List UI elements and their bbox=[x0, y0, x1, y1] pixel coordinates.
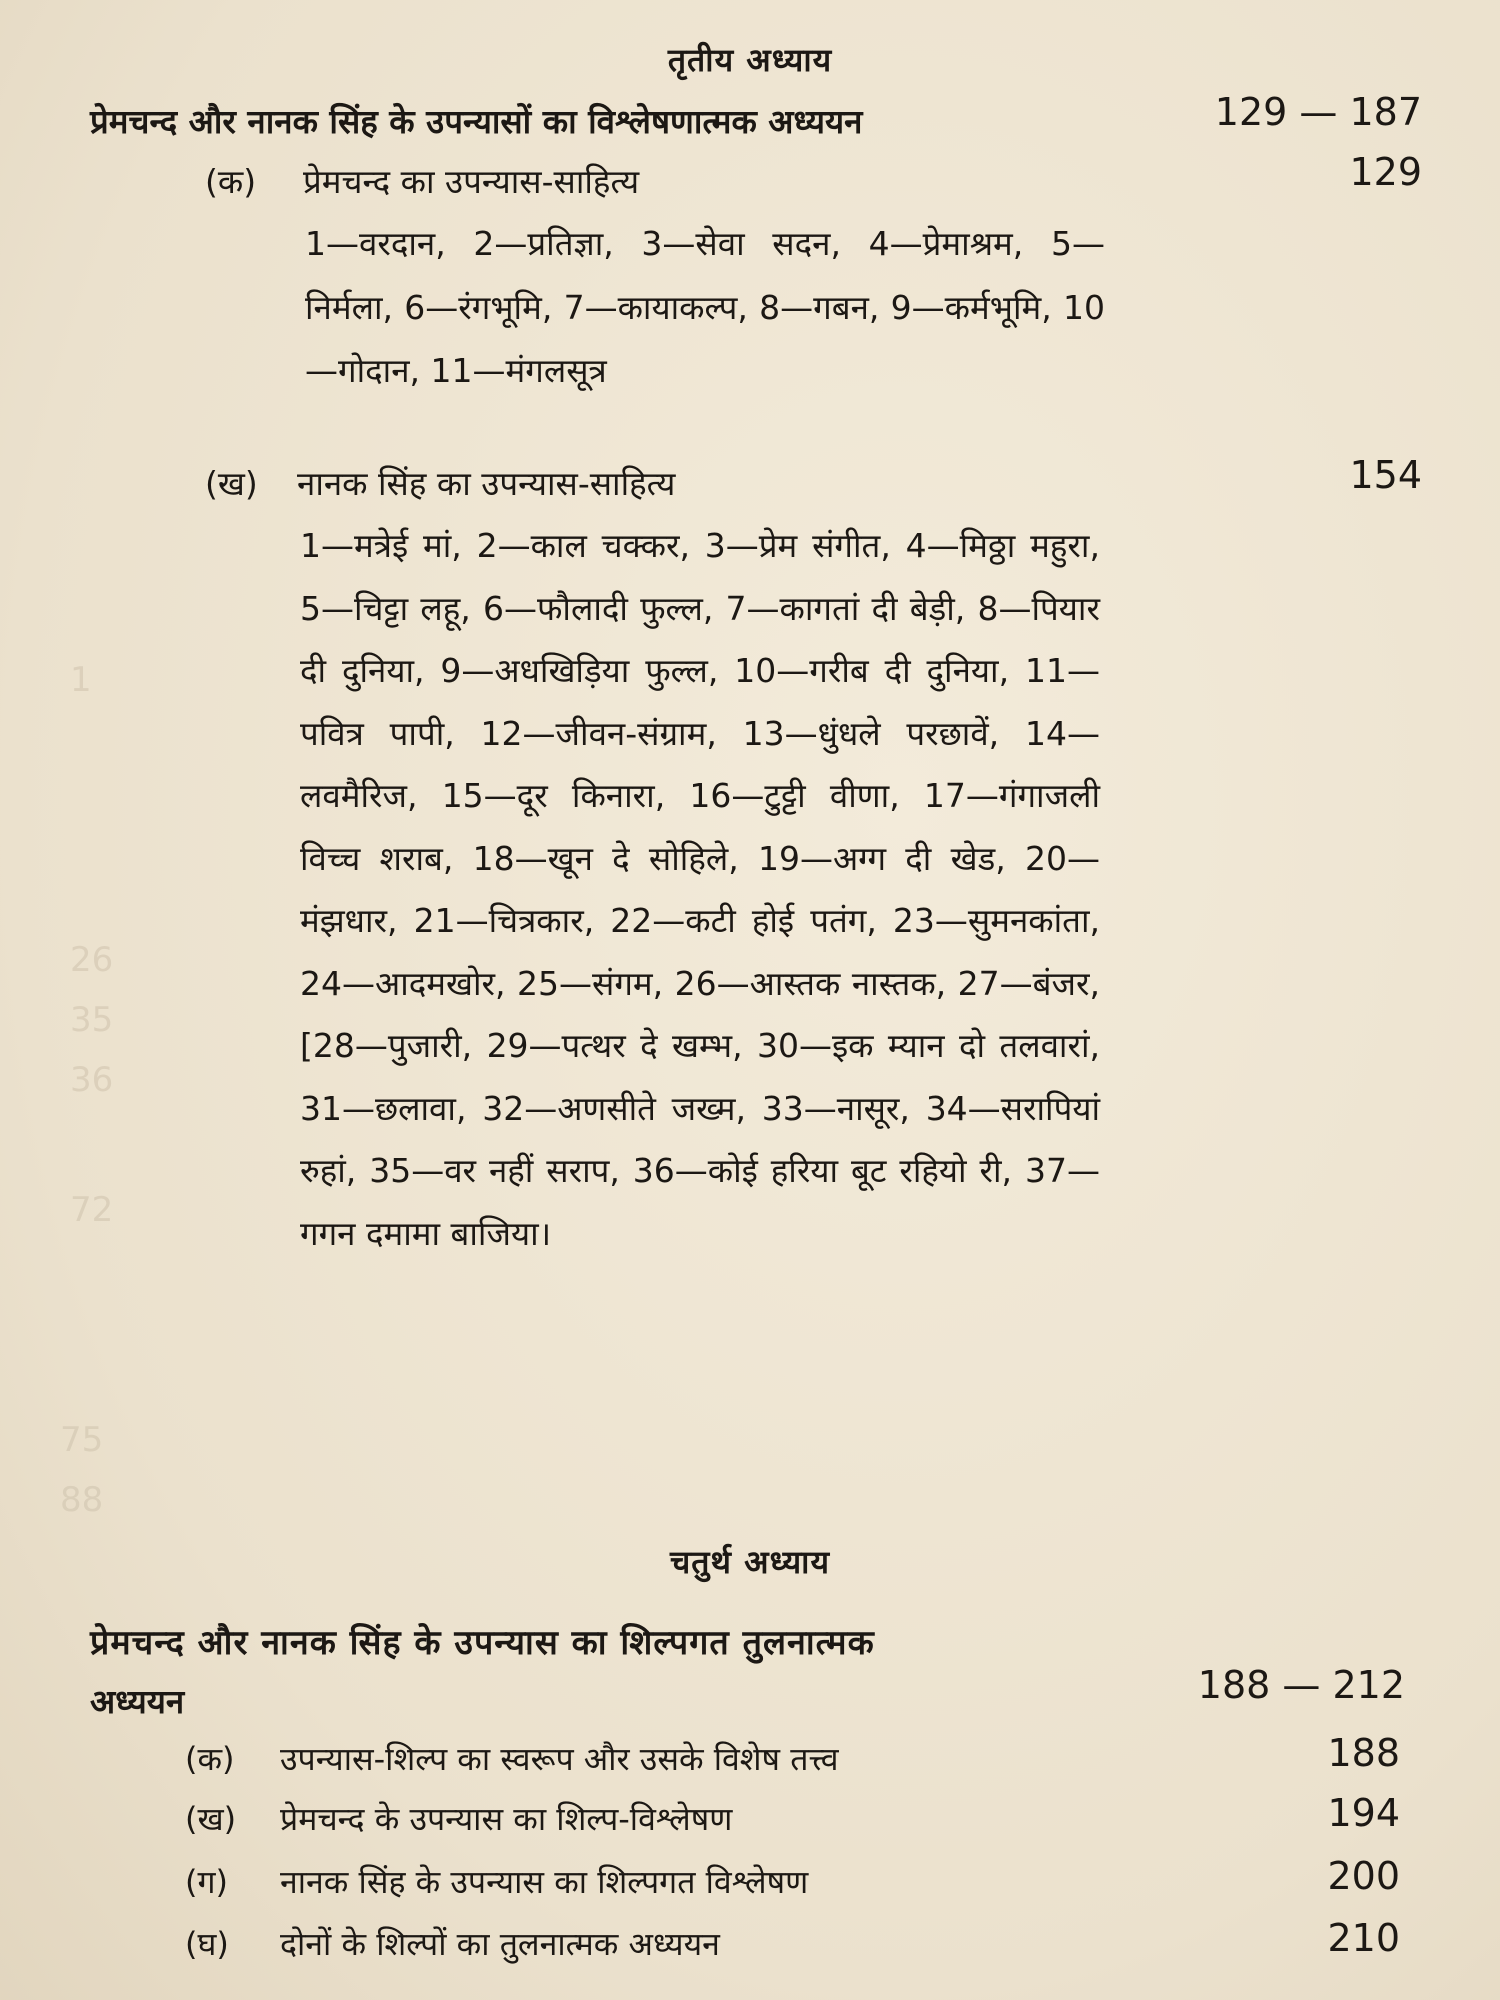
novel-item: 3—सेवा सदन, bbox=[641, 224, 841, 263]
toc-row-gha bbox=[185, 1916, 1440, 1965]
novel-item: 29—पत्थर दे खम्भ, bbox=[486, 1026, 743, 1065]
novel-item: 1—वरदान, bbox=[305, 224, 446, 263]
novel-item: 19—अग्ग दी खेड, bbox=[757, 838, 1006, 878]
section-title: प्रेमचन्द के उपन्यास का शिल्प-विश्लेषण bbox=[280, 1800, 733, 1838]
section-title: नानक सिंह का उपन्यास-साहित्य bbox=[297, 464, 676, 503]
section-ka bbox=[205, 158, 639, 203]
chapter-4-heading-line2: अध्ययन bbox=[90, 1682, 185, 1721]
section-label: (ख) bbox=[185, 1800, 237, 1838]
novel-item: 12—जीवन-संग्राम, bbox=[480, 713, 717, 753]
novel-item: 10—गोदान, bbox=[305, 287, 1105, 391]
novel-item: 18—खून दे सोहिले, bbox=[472, 838, 739, 878]
novel-item: 35—वर नहीं सराप, bbox=[369, 1151, 620, 1190]
novel-item: 30—इक म्यान दो तलवारां, bbox=[756, 1026, 1100, 1065]
novel-item: 22—कटी होई पतंग, bbox=[610, 901, 877, 940]
novel-item: 8—पियार दी दुनिया, bbox=[300, 588, 1100, 690]
chapter-4-heading-line1: प्रेमचन्द और नानक सिंह के उपन्यास का शिल्पगत तुलनात्मक bbox=[90, 1623, 875, 1663]
novel-item: 11—मंगलसूत्र bbox=[430, 351, 607, 391]
section-kha-page: 154 bbox=[1349, 453, 1422, 497]
section-ka-page: 129 bbox=[1349, 150, 1422, 194]
novel-item: 16—टुट्टी वीणा, bbox=[689, 776, 900, 815]
novel-item: 5—चिट्टा लहू, bbox=[300, 588, 471, 628]
novel-item: 4—प्रेमाश्रम, bbox=[868, 224, 1024, 263]
bleed-through-text: 26 bbox=[70, 940, 114, 980]
bleed-through-text: 1 bbox=[70, 660, 92, 700]
bleed-through-text: 72 bbox=[70, 1190, 114, 1230]
section-title: प्रेमचन्द का उपन्यास-साहित्य bbox=[303, 162, 640, 201]
section-page: 194 bbox=[1327, 1791, 1400, 1835]
novel-item: 7—कायाकल्प, bbox=[563, 287, 748, 327]
section-label: (ख) bbox=[205, 464, 258, 503]
toc-row-ka bbox=[185, 1731, 1440, 1780]
section-page: 210 bbox=[1327, 1916, 1400, 1960]
novel-item: 6—फौलादी फुल्ल, bbox=[482, 588, 714, 628]
novel-item: 31—छलावा, bbox=[300, 1088, 467, 1128]
bleed-through-text: 88 bbox=[60, 1480, 104, 1520]
novel-item: 2—काल चक्कर, bbox=[476, 526, 690, 565]
novel-item: [28—पुजारी, bbox=[300, 1026, 473, 1065]
novel-item: 21—चित्रकार, bbox=[413, 901, 595, 940]
novel-item: 34—सरापियां रुहां, bbox=[300, 1088, 1101, 1190]
section-kha bbox=[205, 460, 675, 505]
novel-item: 5—निर्मला, bbox=[305, 224, 1105, 327]
bleed-through-text: 75 bbox=[60, 1420, 104, 1460]
premchand-novel-list bbox=[305, 212, 1105, 403]
novel-item: 4—मिठ्ठा महुरा, bbox=[905, 526, 1100, 565]
chapter-3-page-range: 129 — 187 bbox=[1214, 90, 1422, 134]
novel-item: 9—अधखिड़िया फुल्ल, bbox=[440, 651, 719, 690]
toc-row-ga bbox=[185, 1854, 1440, 1903]
novel-item: 27—बंजर, bbox=[957, 963, 1100, 1003]
novel-item: 23—सुमनकांता, bbox=[892, 901, 1100, 940]
section-label: (क) bbox=[205, 162, 257, 201]
novel-item: 26—आस्तक नास्तक, bbox=[674, 963, 947, 1003]
chapter-4-title: चतुर्थ अध्याय bbox=[669, 1543, 831, 1581]
novel-item: 17—गंगाजली विच्च शराब, bbox=[300, 776, 1100, 878]
novel-item: 2—प्रतिज्ञा, bbox=[473, 224, 614, 263]
chapter-3-heading: प्रेमचन्द और नानक सिंह के उपन्यासों का विश्लेषणात्मक अध्ययन bbox=[90, 102, 863, 141]
section-label: (ग) bbox=[185, 1863, 228, 1901]
chapter-4-page-range: 188 — 212 bbox=[1197, 1663, 1405, 1707]
section-page: 200 bbox=[1327, 1854, 1400, 1898]
section-title: उपन्यास-शिल्प का स्वरूप और उसके विशेष तत्त्व bbox=[280, 1740, 839, 1778]
section-page: 188 bbox=[1327, 1731, 1400, 1775]
bleed-through-text: 35 bbox=[70, 1000, 114, 1040]
novel-item: 36—कोई हरिया बूट रहियो री, bbox=[632, 1151, 1013, 1190]
bleed-through-text: 36 bbox=[70, 1060, 114, 1100]
novel-item: 15—दूर किनारा, bbox=[441, 776, 666, 815]
novel-item: 7—कागतां दी बेड़ी, bbox=[725, 588, 966, 628]
chapter-3-title: तृतीय अध्याय bbox=[667, 41, 833, 79]
section-title: दोनों के शिल्पों का तुलनात्मक अध्ययन bbox=[280, 1925, 720, 1963]
novel-item: 1—मत्रेई मां, bbox=[300, 526, 462, 565]
novel-item: 11—पवित्र पापी, bbox=[300, 651, 1100, 753]
novel-item: 10—गरीब दी दुनिया, bbox=[734, 651, 1010, 690]
novel-item: 14—लवमैरिज, bbox=[300, 713, 1100, 815]
nanak-singh-novel-list bbox=[300, 515, 1100, 1265]
novel-item: 6—रंगभूमि, bbox=[404, 287, 553, 327]
toc-row-kha bbox=[185, 1791, 1440, 1840]
novel-item: 13—धुंधले परछावें, bbox=[742, 713, 1000, 753]
novel-item: 8—गबन, bbox=[759, 287, 880, 327]
novel-item: 9—कर्मभूमि, bbox=[890, 287, 1052, 327]
novel-item: 32—अणसीते जख्म, bbox=[482, 1088, 746, 1128]
novel-item: 20—मंझधार, bbox=[300, 838, 1100, 940]
section-label: (घ) bbox=[185, 1925, 229, 1963]
section-title: नानक सिंह के उपन्यास का शिल्पगत विश्लेषण bbox=[280, 1863, 809, 1901]
novel-item: 37—गगन दमामा बाजिया। bbox=[300, 1151, 1100, 1253]
novel-item: 24—आदमखोर, bbox=[300, 963, 506, 1003]
novel-item: 25—संगम, bbox=[517, 963, 664, 1003]
novel-item: 3—प्रेम संगीत, bbox=[704, 526, 891, 565]
section-label: (क) bbox=[185, 1740, 235, 1778]
novel-item: 33—नासूर, bbox=[761, 1088, 910, 1128]
